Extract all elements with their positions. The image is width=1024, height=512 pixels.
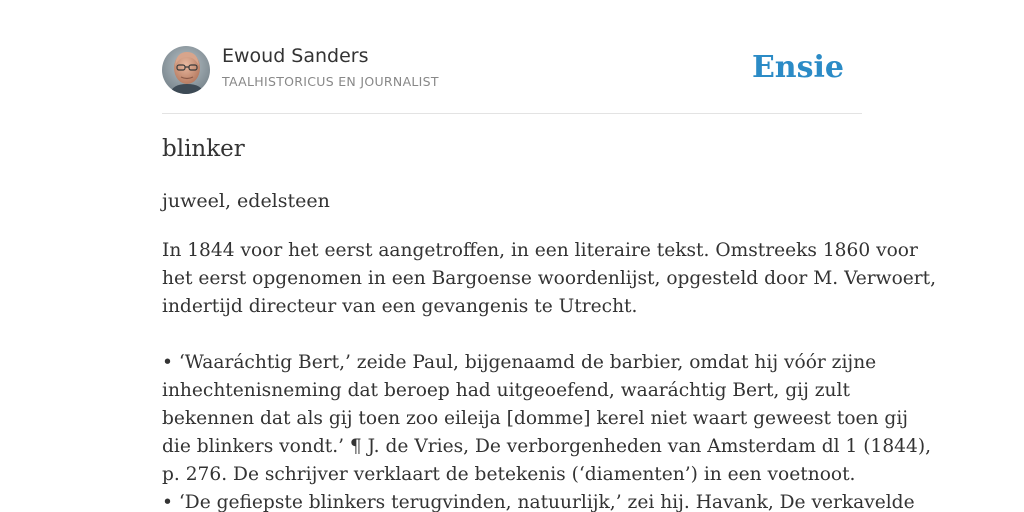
- article: [162, 0, 937, 512]
- quote-line: • ‘De gefiepste blinkers terugvinden, natuurlijk,’ zei hij. Havank, De verkavelde: [162, 492, 915, 512]
- quote-line: inhechtenisneming dat beroep had uitgeoefend, waaráchtig Bert, gij zult: [162, 380, 850, 401]
- quote-line: p. 276. De schrijver verklaart de betekenis (‘diamenten’) in een voetnoot.: [162, 464, 856, 485]
- entry-title: blinker: [162, 136, 245, 162]
- quote-line: bekennen dat als gij toen zoo eileija [domme] kerel niet waart geweest toen gij: [162, 408, 909, 429]
- author-name[interactable]: Ewoud Sanders: [222, 45, 369, 67]
- paragraph-line: het eerst opgenomen in een Bargoense woordenlijst, opgesteld door M. Verwoert,: [162, 268, 937, 289]
- quote-line: die blinkers vondt.’ ¶ J. de Vries, De verborgenheden van Amsterdam dl 1 (1844),: [162, 436, 932, 457]
- quote-line: • ‘Waaráchtig Bert,’ zeide Paul, bijgenaamd de barbier, omdat hij vóór zijne: [162, 352, 877, 373]
- entry-definition: juweel, edelsteen: [162, 190, 330, 212]
- avatar[interactable]: [162, 46, 210, 94]
- paragraph-line: indertijd directeur van een gevangenis te Utrecht.: [162, 296, 638, 317]
- entry-body: [162, 237, 937, 512]
- author-portrait-icon: [162, 46, 210, 94]
- author-role: TAALHISTORICUS EN JOURNALIST: [222, 74, 439, 89]
- paragraph-spacer: [162, 321, 862, 349]
- author-header: [162, 0, 862, 114]
- ensie-logo-link[interactable]: Ensie: [751, 50, 844, 85]
- paragraph-line: In 1844 voor het eerst aangetroffen, in een literaire tekst. Omstreeks 1860 voor: [162, 240, 918, 261]
